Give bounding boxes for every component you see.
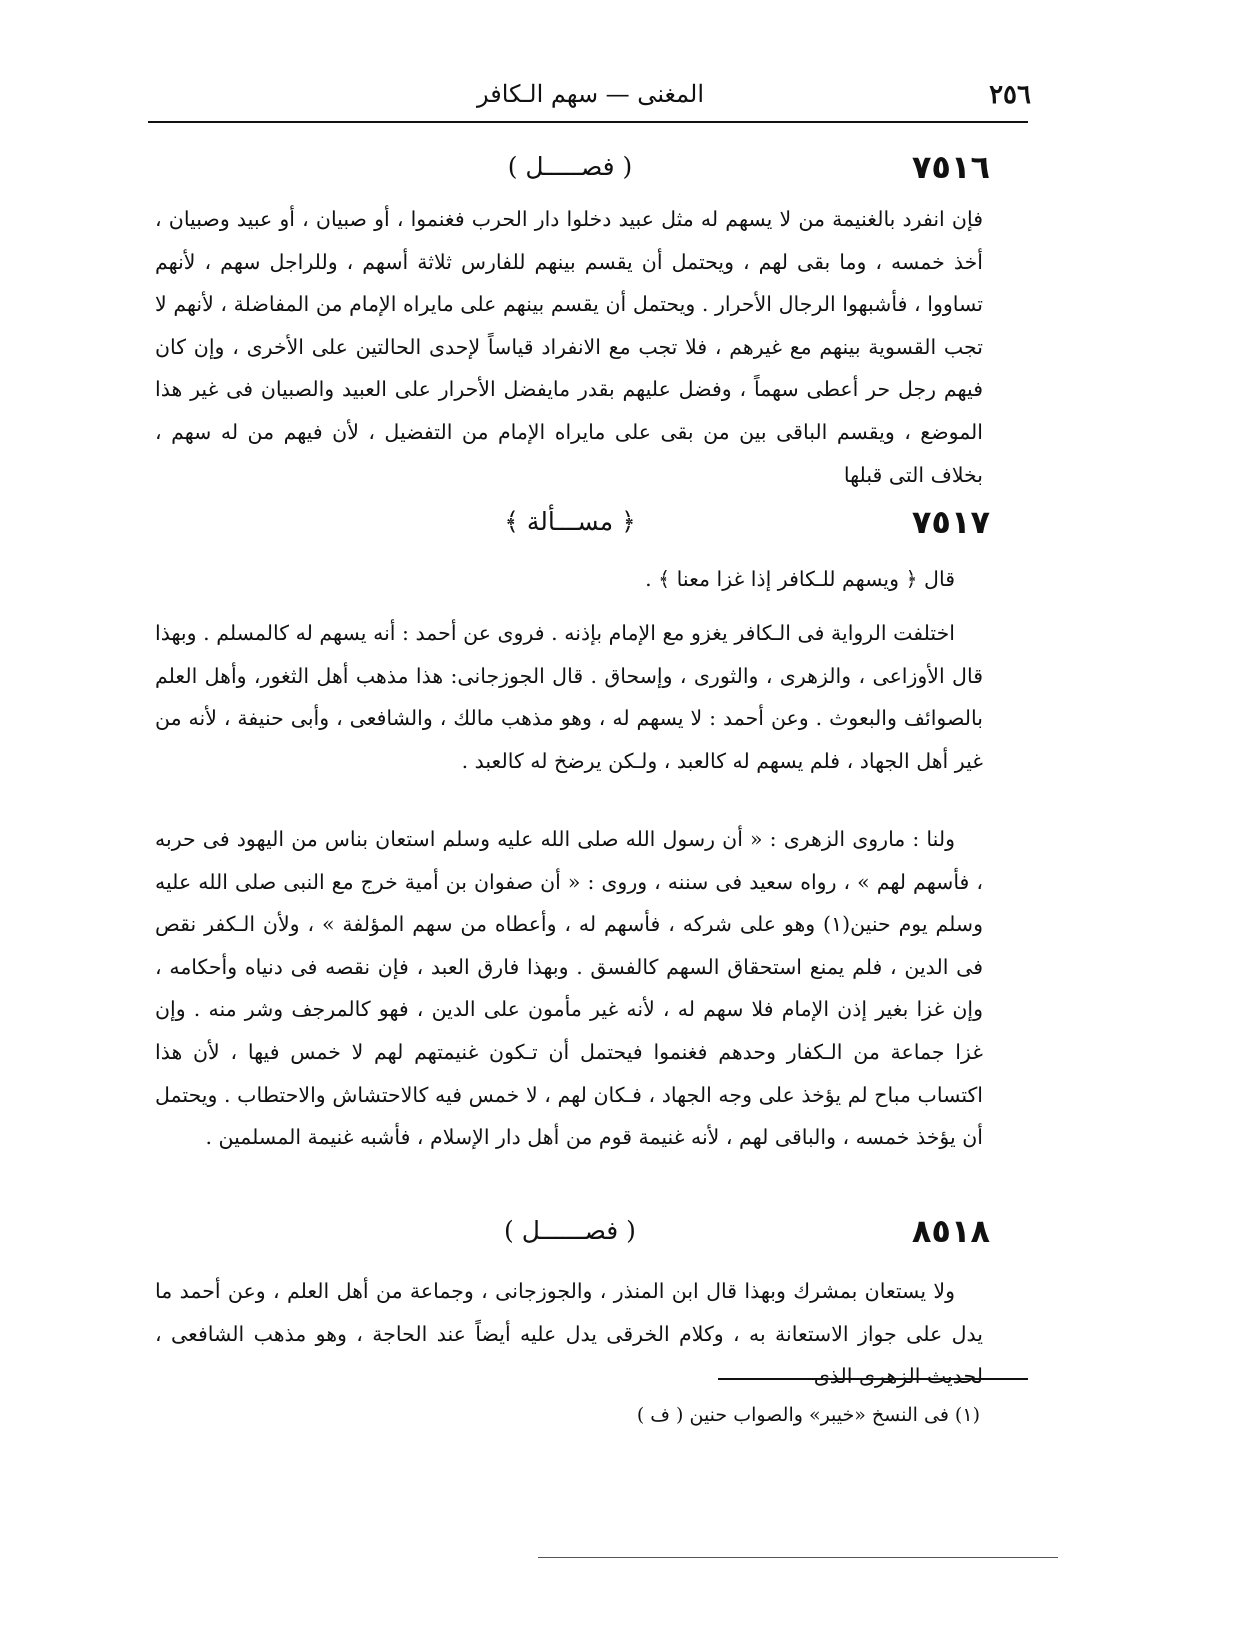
section-number: ٧٥١٧ (911, 503, 990, 541)
paragraph: ولنا : ماروى الزهرى : « أن رسول الله صلى الله عليه وسلم استعان بناس من اليهود فى حربه ، فأسهم لهم » ، رواه سعيد فى سننه ، وروى : « أن صفوان بن أمية خرج مع النبى صلى الله عليه وسلم يوم حنين(١) وهو على شركه ، فأسهم له ، وأعطاه من سهم المؤلفة » ، ولأن الـكفر نقص فى الدين ، فلم يمنع استحقاق السهم كالفسق . وبهذا فارق العبد ، فإن نقصه فى دنياه وأحكامه ، وإن غزا بغير إذن الإمام فلا سهم له ، لأنه غير مأمون على الدين ، فهو كالمرجف وشر منه . وإن غزا جماعة من الـكفار وحدهم فغنموا فيحتمل أن تـكون غنيمتهم لهم لا خمس فيها ، لأن هذا اكتساب مباح لم يؤخذ على وجه الجهاد ، فـكان لهم ، لا خمس فيه كالاحتشاش والاحتطاب . ويحتمل أن يؤخذ خمسه ، والباقى لهم ، لأنه غنيمة قوم من أهل دار الإسلام ، فأشبه غنيمة المسلمين . (155, 827, 983, 1150)
running-title: المغنى — سهم الـكافر (476, 80, 704, 108)
paragraph: اختلفت الرواية فى الـكافر يغزو مع الإمام بإذنه . فروى عن أحمد : أنه يسهم له كالمسلم . وبهذا قال الأوزاعى ، والزهرى ، والثورى ، وإسحاق . قال الجوزجانى: هذا مذهب أهل الثغور، وأهل العلم بالصوائف والبعوث . وعن أحمد : لا يسهم له ، وهو مذهب مالك ، والشافعى ، وأبى حنيفة ، لأنه من غير أهل الجهاد ، فلم يسهم له كالعبد ، ولـكن يرضخ له كالعبد . (155, 621, 983, 773)
page-number: ٢٥٦ (989, 80, 1031, 110)
section-number: ٨٥١٨ (911, 1212, 990, 1250)
footnote-rule (718, 1378, 1028, 1380)
paragraph: قال ﴿ ويسهم للـكافر إذا غزا معنا ﴾ . (645, 567, 955, 591)
header-rule (148, 121, 1028, 123)
footnote: (١) فى النسخ «خيبر» والصواب حنين ( ف ) (636, 1404, 980, 1426)
section-label: ﴿ مســـألة ﴾ (504, 507, 636, 536)
section-heading (150, 503, 990, 549)
section-heading (150, 1212, 990, 1258)
section-label: ( فصــــــل ) (504, 1216, 636, 1245)
section-heading (150, 148, 990, 194)
section-label: ( فصـــــل ) (507, 152, 633, 181)
paragraph: ولا يستعان بمشرك وبهذا قال ابن المنذر ، والجوزجانى ، وجماعة من أهل العلم ، وعن أحمد ما يدل على جواز الاستعانة به ، وكلام الخرقى يدل عليه أيضاً عند الحاجة ، وهو مذهب الشافعى ، لحديث الزهرى الذى (155, 1279, 983, 1389)
page-bottom-line (538, 1557, 1058, 1558)
page-header (150, 80, 1031, 116)
paragraph: فإن انفرد بالغنيمة من لا يسهم له مثل عبيد دخلوا دار الحرب فغنموا ، أو صبيان ، أو عبيد وصبيان ، أخذ خمسه ، وما بقى لهم ، ويحتمل أن يقسم بينهم للفارس ثلاثة أسهم ، وللراجل سهم ، لأنهم تساووا ، فأشبهوا الرجال الأحرار . ويحتمل أن يقسم بينهم على مايراه الإمام من المفاضلة ، لأنهم لا تجب القسوية بينهم مع غيرهم ، فلا تجب مع الانفراد قياساً لإحدى الحالتين على الأخرى ، وإن كان فيهم رجل حر أعطى سهماً ، وفضل عليهم بقدر مايفضل الأحرار على العبيد والصبيان فى غير هذا الموضع ، ويقسم الباقى بين من بقى على مايراه الإمام من التفضيل ، لأن فيهم من له سهم ، بخلاف التى قبلها (155, 207, 983, 487)
section-number: ٧٥١٦ (911, 148, 990, 186)
